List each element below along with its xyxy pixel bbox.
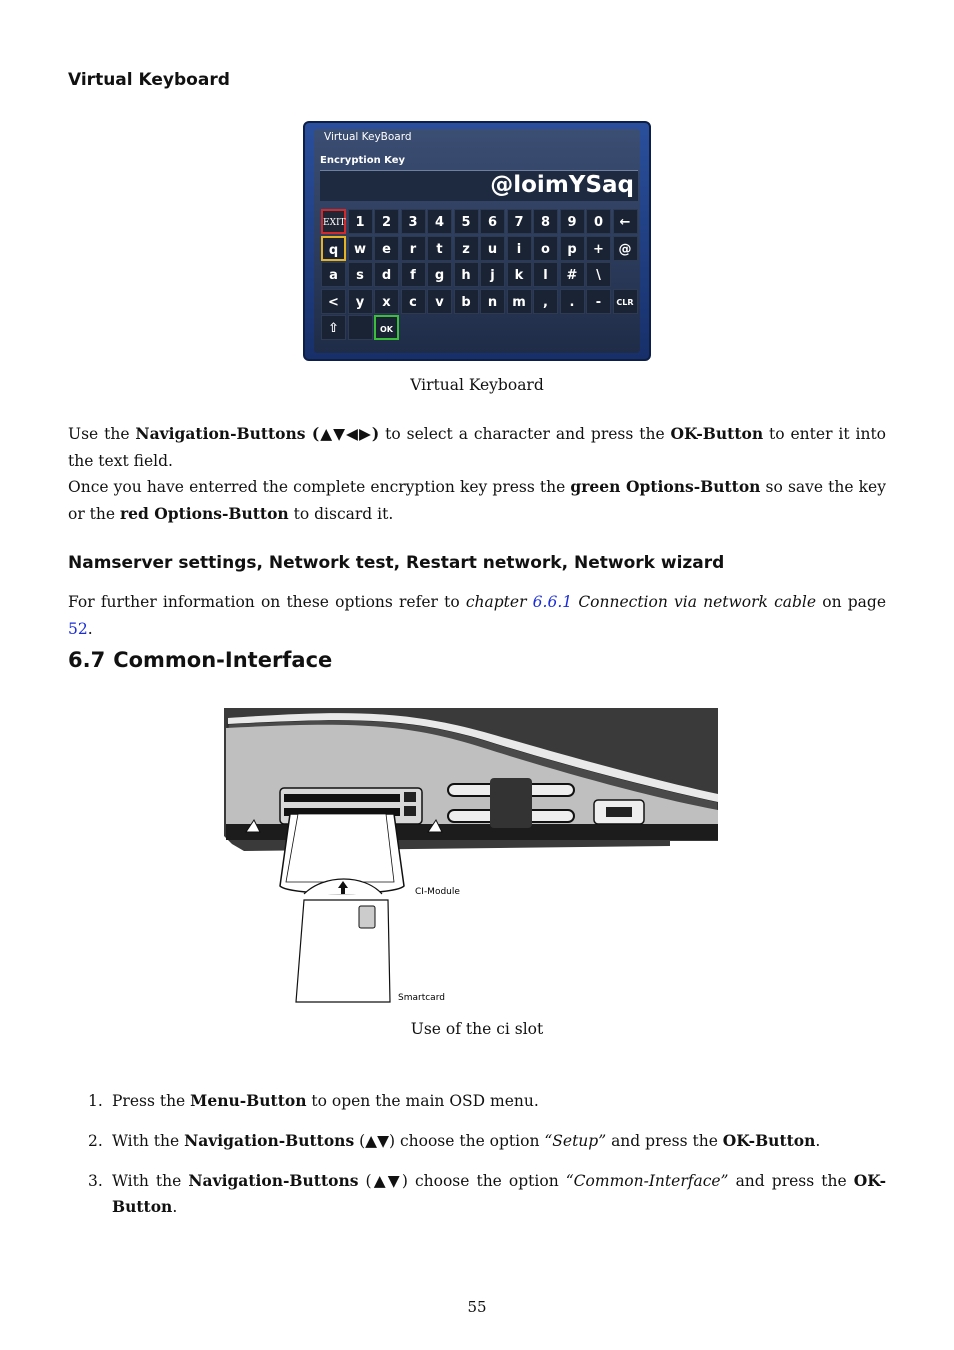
keyboard-key[interactable]: EXIT: [321, 209, 346, 234]
keyboard-key[interactable]: x: [374, 289, 399, 314]
keyboard-key[interactable]: 0: [586, 209, 611, 234]
chapter-link[interactable]: 6.6.1: [532, 593, 573, 611]
list-item: 2. With the Navigation-Buttons (▲▼) choose the option “Setup” and press the OK-Button.: [88, 1131, 821, 1150]
keyboard-key[interactable]: u: [480, 236, 505, 261]
keyboard-key[interactable]: r: [401, 236, 426, 261]
keyboard-key[interactable]: k: [507, 262, 532, 287]
keyboard-key[interactable]: p: [560, 236, 585, 261]
smartcard-label: Smartcard: [398, 993, 445, 1003]
encryption-key-value: @loimYSaq: [490, 172, 634, 198]
keyboard-key[interactable]: t: [427, 236, 452, 261]
keyboard-key[interactable]: 7: [507, 209, 532, 234]
encryption-key-label: Encryption Key: [320, 155, 406, 166]
virtual-keyboard-screenshot: [303, 121, 651, 361]
keyboard-key[interactable]: y: [348, 289, 373, 314]
page-number: 55: [467, 1298, 487, 1316]
keyboard-key[interactable]: <: [321, 289, 346, 314]
keyboard-key[interactable]: OK: [374, 315, 399, 340]
keyboard-key[interactable]: 2: [374, 209, 399, 234]
keyboard-key[interactable]: s: [348, 262, 373, 287]
keyboard-key[interactable]: g: [427, 262, 452, 287]
keyboard-panel: [314, 129, 640, 353]
keyboard-key[interactable]: f: [401, 262, 426, 287]
page-link[interactable]: 52: [68, 619, 88, 638]
keyboard-key[interactable]: 9: [560, 209, 585, 234]
list-item: 3. With the Navigation-Buttons (▲▼) choose the option “Common-Interface” and press the OK-Button.: [88, 1171, 886, 1216]
keyboard-key[interactable]: m: [507, 289, 532, 314]
keyboard-key[interactable]: +: [586, 236, 611, 261]
keyboard-key[interactable]: 8: [533, 209, 558, 234]
ci-slot-illustration: [224, 706, 718, 1006]
keyboard-window-title: Virtual KeyBoard: [324, 131, 412, 143]
keyboard-key[interactable]: 3: [401, 209, 426, 234]
keyboard-key[interactable]: b: [454, 289, 479, 314]
keyboard-key[interactable]: 4: [427, 209, 452, 234]
keyboard-key[interactable]: o: [533, 236, 558, 261]
section-heading-nameserver: Namserver settings, Network test, Restart network, Network wizard: [68, 553, 725, 573]
paragraph-further-info: For further information on these options refer to chapter 6.6.1 Connection via network cable on page 52.: [68, 593, 887, 638]
keyboard-key[interactable]: n: [480, 289, 505, 314]
keyboard-key[interactable]: ,: [533, 289, 558, 314]
encryption-key-field: [320, 170, 638, 201]
keyboard-key[interactable]: a: [321, 262, 346, 287]
keyboard-key[interactable]: w: [348, 236, 373, 261]
keyboard-key[interactable]: l: [533, 262, 558, 287]
keyboard-key[interactable]: #: [560, 262, 585, 287]
keyboard-key[interactable]: e: [374, 236, 399, 261]
keyboard-key[interactable]: ←: [613, 209, 638, 234]
section-heading-virtual-keyboard: Virtual Keyboard: [68, 70, 230, 90]
ci-module-label: CI-Module: [415, 887, 460, 897]
keyboard-key[interactable]: z: [454, 236, 479, 261]
keyboard-key[interactable]: [348, 315, 373, 340]
keyboard-key[interactable]: 6: [480, 209, 505, 234]
section-heading-common-interface: 6.7 Common-Interface: [68, 648, 333, 672]
keyboard-key[interactable]: 1: [348, 209, 373, 234]
keyboard-key[interactable]: c: [401, 289, 426, 314]
keyboard-key[interactable]: q: [321, 236, 346, 261]
keyboard-key[interactable]: CLR: [613, 289, 638, 314]
keyboard-key[interactable]: v: [427, 289, 452, 314]
keyboard-key[interactable]: -: [586, 289, 611, 314]
keyboard-key[interactable]: 5: [454, 209, 479, 234]
keyboard-key[interactable]: h: [454, 262, 479, 287]
keyboard-key[interactable]: d: [374, 262, 399, 287]
steps-list: [68, 1088, 886, 1220]
keyboard-key[interactable]: j: [480, 262, 505, 287]
keyboard-key[interactable]: ⇧: [321, 315, 346, 340]
keyboard-key[interactable]: @: [613, 236, 638, 261]
keyboard-key[interactable]: .: [560, 289, 585, 314]
keyboard-key[interactable]: \: [586, 262, 611, 287]
keyboard-key[interactable]: i: [507, 236, 532, 261]
figure-caption-virtual-keyboard: Virtual Keyboard: [410, 376, 544, 394]
figure-caption-ci-slot: Use of the ci slot: [410, 1020, 544, 1038]
paragraph-navigation: Use the Navigation-Buttons (▲▼◀▶) to select a character and press the OK-Button to enter it into the text field.: [68, 424, 886, 470]
list-item: 1. Press the Menu-Button to open the main OSD menu.: [88, 1091, 539, 1110]
paragraph-save-discard: Once you have enterred the complete encryption key press the green Options-Button so save the key or the red Options-Button to discard it.: [68, 477, 886, 523]
